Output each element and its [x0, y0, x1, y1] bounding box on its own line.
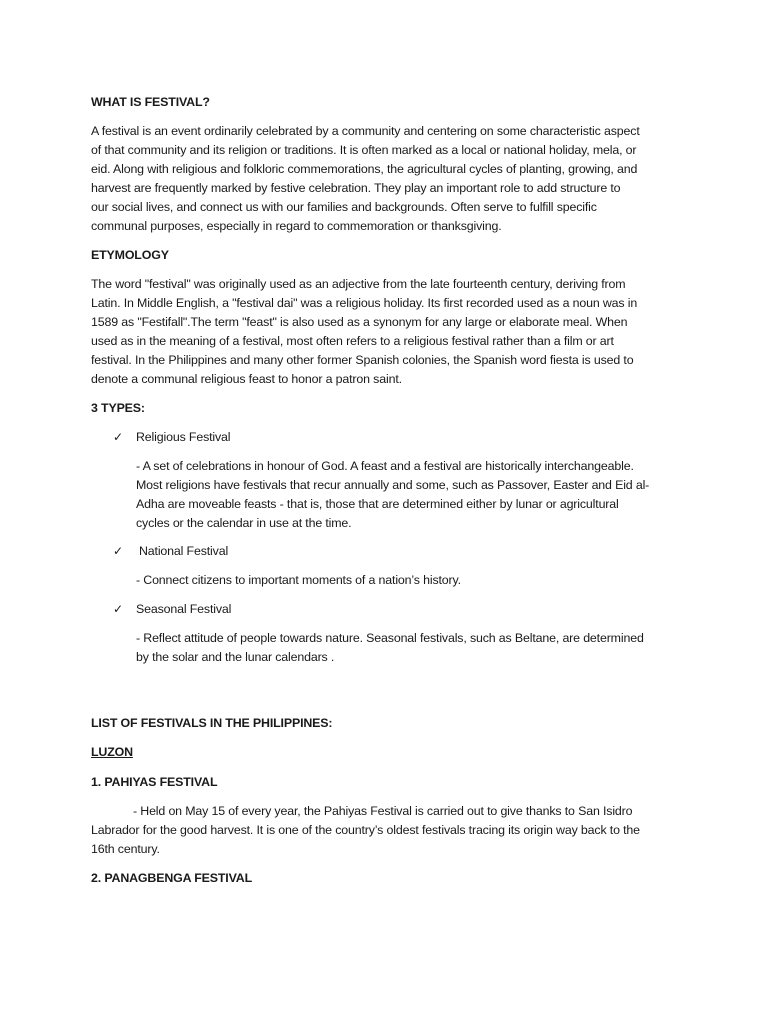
festival-title-pahiyas: 1. PAHIYAS FESTIVAL: [91, 775, 218, 789]
festival-title-panagbenga: 2. PANAGBENGA FESTIVAL: [91, 871, 253, 885]
checkmark-icon: ✓: [113, 430, 124, 444]
festival-description-line: Labrador for the good harvest. It is one of the country’s oldest festivals tracing its origin way back to the: [91, 823, 640, 837]
what-is-festival-heading: WHAT IS FESTIVAL?: [91, 95, 210, 109]
type-description-line: by the solar and the lunar calendars .: [136, 650, 335, 664]
etymology-paragraph-line: 1589 as "Festifall".The term "feast" is also used as a synonym for any large or elaborate meal. When: [91, 315, 628, 329]
checkmark-icon: ✓: [113, 544, 124, 558]
type-description-line: cycles or the calendar in use at the time.: [136, 516, 352, 530]
type-description-line: Most religions have festivals that recur annually and some, such as Passover, Easter and Eid al-: [136, 478, 650, 492]
type-description-line: - A set of celebrations in honour of God. A feast and a festival are historically interchangeable.: [136, 459, 634, 473]
type-title-national: National Festival: [139, 544, 229, 558]
what-paragraph-line: A festival is an event ordinarily celebrated by a community and centering on some characteristic aspect: [91, 124, 640, 138]
what-paragraph-line: eid. Along with religious and folkloric commemorations, the agricultural cycles of planting, growing, and: [91, 162, 638, 176]
festival-list-heading: LIST OF FESTIVALS IN THE PHILIPPINES:: [91, 716, 333, 730]
etymology-paragraph-line: The word "festival" was originally used as an adjective from the late fourteenth century, deriving from: [91, 277, 626, 291]
etymology-paragraph-line: festival. In the Philippines and many other former Spanish colonies, the Spanish word fiesta is used to: [91, 353, 634, 367]
etymology-paragraph-line: used as in the meaning of a festival, most often refers to a religious festival rather than a film or art: [91, 334, 614, 348]
type-title-seasonal: Seasonal Festival: [136, 602, 232, 616]
type-description-line: Adha are moveable feasts - that is, those that are determined either by lunar or agricultural: [136, 497, 619, 511]
what-paragraph-line: communal purposes, especially in regard to commemoration or thanksgiving.: [91, 219, 502, 233]
what-paragraph-line: harvest are frequently marked by festive celebration. They play an important role to add structure to: [91, 181, 621, 195]
type-title-religious: Religious Festival: [136, 430, 231, 444]
festival-description-line: 16th century.: [91, 842, 160, 856]
etymology-paragraph-line: denote a communal religious feast to honor a patron saint.: [91, 372, 402, 386]
etymology-paragraph-line: Latin. In Middle English, a "festival dai" was a religious holiday. Its first recorded used as a noun was in: [91, 296, 638, 310]
etymology-heading: ETYMOLOGY: [91, 248, 169, 262]
what-paragraph-line: of that community and its religion or traditions. It is often marked as a local or national holiday, mela, or: [91, 143, 637, 157]
type-description-line: - Connect citizens to important moments of a nation’s history.: [136, 573, 461, 587]
festival-description-line: - Held on May 15 of every year, the Pahiyas Festival is carried out to give thanks to San Isidro: [133, 804, 633, 818]
types-heading: 3 TYPES:: [91, 401, 145, 415]
checkmark-icon: ✓: [113, 602, 124, 616]
what-paragraph-line: our social lives, and connect us with our families and backgrounds. Often serve to fulfill specific: [91, 200, 597, 214]
region-heading-luzon: LUZON: [91, 745, 133, 759]
type-description-line: - Reflect attitude of people towards nature. Seasonal festivals, such as Beltane, are determined: [136, 631, 644, 645]
